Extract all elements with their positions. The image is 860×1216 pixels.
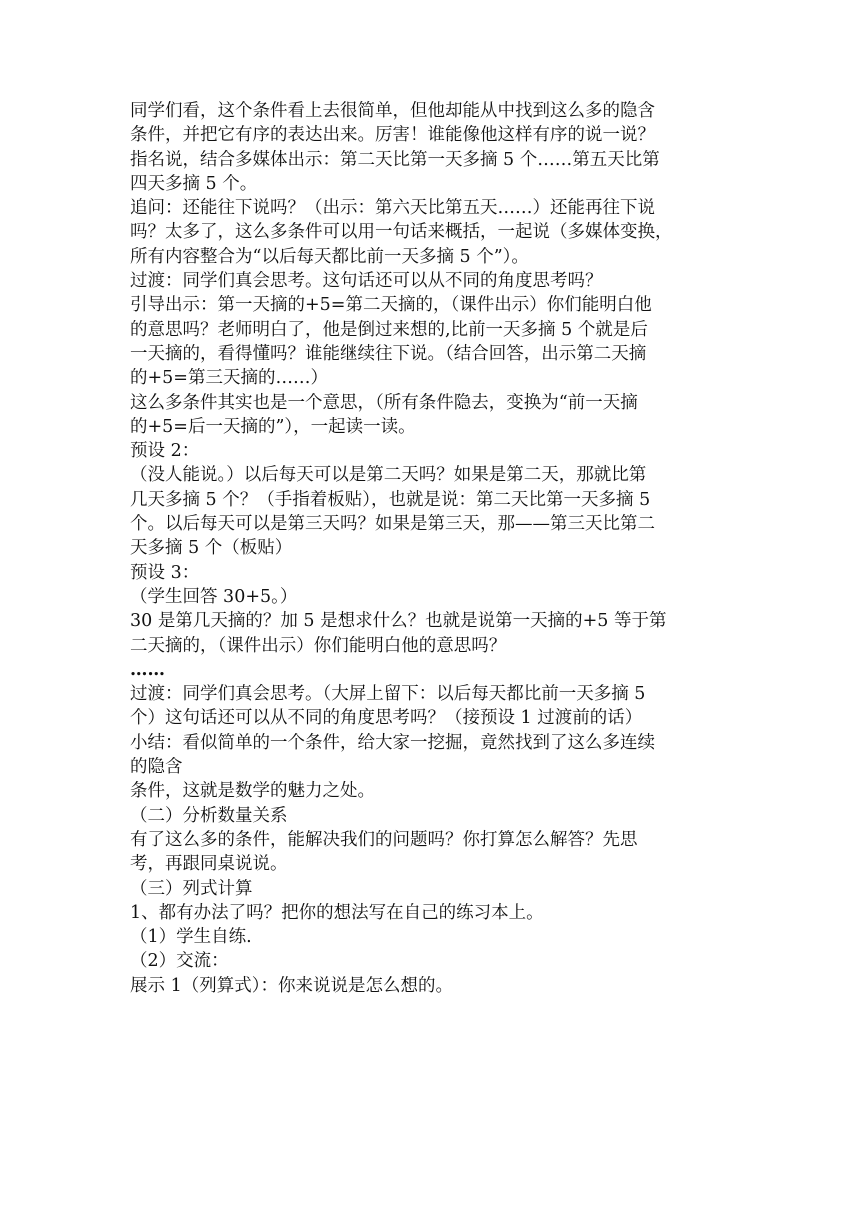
- text-line: 的+5=第三天摘的……）: [130, 368, 328, 389]
- text-line: 展示 1（列算式）：你来说说是怎么想的。: [130, 975, 453, 996]
- text-line: 预设 2：: [130, 441, 200, 462]
- text-line: 一天摘的，看得懂吗？谁能继续往下说。（结合回答，出示第二天摘: [130, 343, 647, 364]
- text-line: 预设 3：: [130, 562, 200, 583]
- text-line: 四天多摘 5 个。: [130, 173, 258, 194]
- text-line: 考，再跟同桌说说。: [130, 854, 288, 875]
- text-line: 个。以后每天可以是第三天吗？如果是第三天，那——第三天比第二: [130, 514, 655, 535]
- text-line: 的意思吗？老师明白了，他是倒过来想的,比前一天多摘 5 个就是后: [130, 319, 648, 340]
- ellipsis-line: ……: [130, 659, 165, 680]
- text-line: 同学们看，这个条件看上去很简单，但他却能从中找到这么多的隐含: [130, 101, 655, 121]
- text-line: 这么多条件其实也是一个意思，（所有条件隐去，变换为“前一天摘: [130, 392, 638, 413]
- text-line: 30 是第几天摘的？加 5 是想求什么？也就是说第一天摘的+5 等于第: [130, 611, 667, 632]
- text-line: 个）这句话还可以从不同的角度思考吗？（接预设 1 过渡前的话）: [130, 708, 643, 729]
- text-line: 的隐含: [130, 757, 183, 778]
- text-line: 1、都有办法了吗？把你的想法写在自己的练习本上。: [130, 902, 544, 923]
- text-line: 有了这么多的条件，能解决我们的问题吗？你打算怎么解答？先思: [130, 829, 638, 850]
- text-line: 过渡：同学们真会思考。这句话还可以从不同的角度思考吗？: [130, 271, 603, 292]
- text-line: 条件，并把它有序的表达出来。厉害！谁能像他这样有序的说一说？: [130, 125, 655, 146]
- text-line: 二天摘的，（课件出示）你们能明白他的意思吗？: [130, 635, 507, 656]
- text-line: 条件，这就是数学的魅力之处。: [130, 781, 375, 802]
- document-body: [130, 99, 740, 998]
- text-line: 吗？太多了，这么多条件可以用一句话来概括，一起说（多媒体变换，: [130, 222, 673, 243]
- text-line: （1）学生自练.: [130, 927, 252, 948]
- text-line: 小结：看似简单的一个条件，给大家一挖掘，竟然找到了这么多连续: [130, 732, 655, 753]
- section-heading: （三）列式计算: [130, 878, 253, 899]
- text-line: （没人能说。）以后每天可以是第二天吗？如果是第二天，那就比第: [130, 465, 647, 486]
- text-line: 所有内容整合为“以后每天都比前一天多摘 5 个”）。: [130, 246, 529, 267]
- text-line: 天多摘 5 个（板贴）: [130, 538, 293, 559]
- text-line: 的+5=后一天摘的”），一起读一读。: [130, 416, 416, 437]
- section-heading: （二）分析数量关系: [130, 805, 288, 826]
- text-line: （学生回答 30+5。）: [130, 586, 298, 607]
- text-line: （2）交流：: [130, 951, 229, 972]
- text-line: 几天多摘 5 个？（手指着板贴），也就是说：第二天比第一天多摘 5: [130, 489, 651, 510]
- text-line: 追问：还能往下说吗？（出示：第六天比第五天……）还能再往下说: [130, 198, 655, 219]
- text-line: 指名说，结合多媒体出示：第二天比第一天多摘 5 个……第五天比第: [130, 149, 660, 170]
- text-line: 过渡：同学们真会思考。（大屏上留下：以后每天都比前一天多摘 5: [130, 684, 646, 705]
- text-line: 引导出示：第一天摘的+5=第二天摘的，（课件出示）你们能明白他: [130, 295, 652, 316]
